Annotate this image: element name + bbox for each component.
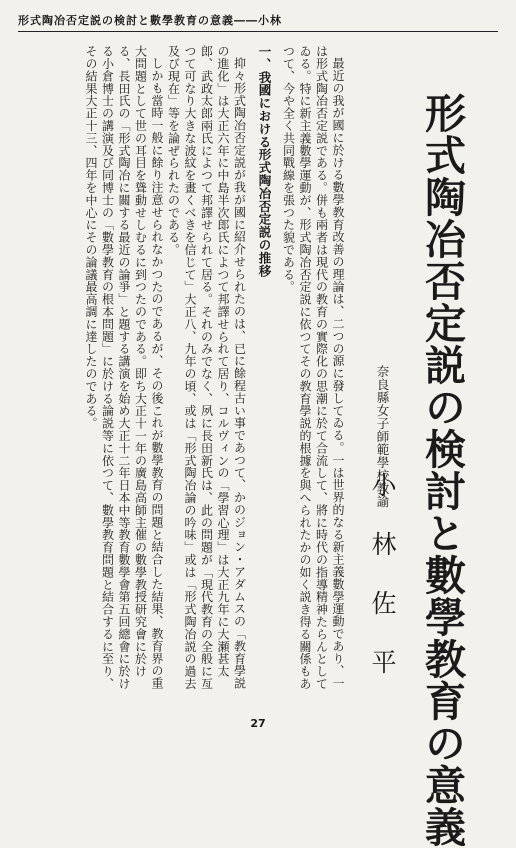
header-rule (18, 31, 498, 32)
page-number: 27 (250, 717, 266, 730)
article-title: 形式陶冶否定説の検討と數學教育の意義 (418, 92, 466, 848)
paragraph-intro: 最近の我が國に於ける數學教育改善の理論は、二つの源に發してゐる。一は世界的なる新主義數學運動であり、一は形式陶冶否定説である。併も兩者は現代の教育の實際化の思潮に於て合流して、將に時代の指導精神たらんとしてゐる。特に新主義數學運動が、形式陶冶否定説に依つてその教育學説的根據を與へられたかの如く説き得る關係もあつて、今や全く共同戰線を張つた貌である。 (281, 45, 345, 690)
running-head: 形式陶冶否定説の検討と數學教育の意義――小林 (18, 14, 282, 27)
paragraph-history: 抑々形式陶冶否定説が我が國に紹介せられたのは、已に餘程古い事であつて、かのジョン・アダムスの「教育學説の進化」は大正六年に中島半次郎氏によつて邦譯せられて居り、コルヴィンの「學習心理」は大正九年に大瀬甚太郎、武政太郎兩氏によつて邦譯せられて居る。それのみでなく、夙に長田新氏は、此の問題が「現代教育の全般に亙つて可なり大きな波紋を畫くべきを信じて」大正八、九年の頃、或は「形式陶冶論の吟味」或は「形式陶冶説の過去及び現在」等を論ぜられたのである。 (166, 45, 247, 690)
author-affiliation: 奈良縣女子師範學校教諭 (375, 365, 390, 508)
paragraph-controversy: しかも當時一般に餘り注意せられなかつたのであるが、その後これが數學教育の問題と結合した結果、教育界の重大問題として世の耳目を聳動せしむるに到つたのである。即ち大正十一年の廣島高師主催の數學教授研究會に於ける、長田氏の「形式陶冶に關する最近の論爭」と題する講演を始め大正十二年日本中等教育數學會第五回總會に於ける小倉博士の講演及び同博士の「數學教育の根本問題」に於ける論説等に依つて、數學教育問題と結合するに至り、その結果大正十三、四年を中心にその論議最高調に達したのである。 (84, 45, 164, 690)
author-name: 小林佐平 (368, 472, 397, 708)
article-body (36, 45, 346, 695)
section-heading: 一、我國における形式陶冶否定説の推移 (257, 45, 272, 278)
